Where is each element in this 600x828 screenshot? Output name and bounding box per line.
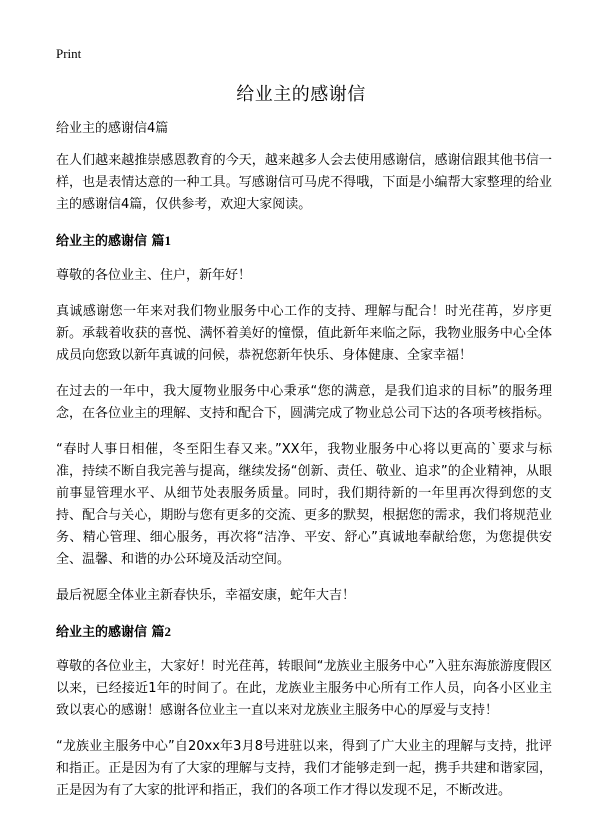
section-heading xyxy=(56,230,552,253)
paragraph: 尊敬的各位业主、住户，新年好！ xyxy=(56,268,252,283)
article-subtitle: 给业主的感谢信4篇 xyxy=(56,121,169,136)
section-heading-number: 2 xyxy=(164,624,172,639)
page-title: 给业主的感谢信 xyxy=(236,84,366,105)
article-body xyxy=(56,118,552,816)
section-2 xyxy=(56,621,552,802)
paragraph: 尊敬的各位业主，大家好！时光荏苒，转眼间“龙族业主服务中心”入驻东海旅游度假区以来，已经接近1年的时间了。在此，龙族业主服务中心所有工作人员，向各小区业主致以衷心的感谢！感谢各位业主一直以来对龙族业主服务中心的厚爱与支持！ xyxy=(56,659,552,718)
paragraph: “龙族业主服务中心”自20xx年3月8号进驻以来，得到了广大业主的理解与支持，批评和指正。正是因为有了大家的理解与支持，我们才能够走到一起，携手共建和谐家园，正是因为有了大家的批评和指正，我们的各项工作才得以发现不足，不断改进。 xyxy=(56,739,552,798)
section-heading-text: 给业主的感谢信 篇 xyxy=(56,625,165,640)
paragraph: 在过去的一年中，我大厦物业服务中心秉承“您的满意，是我们追求的目标”的服务理念，在各位业主的理解、支持和配合下，圆满完成了物业总公司下达的各项考核指标。 xyxy=(56,384,552,421)
section-1 xyxy=(56,230,552,607)
section-heading xyxy=(56,621,552,644)
paragraph: 最后祝愿全体业主新春快乐，幸福安康，蛇年大吉！ xyxy=(56,588,356,603)
paragraph: “春时人事日相催，冬至阳生春又来。”XX年，我物业服务中心将以更高的`要求与标准，持续不断自我完善与提高，继续发扬“创新、责任、敬业、追求”的企业精神，从眼前事显管理水平、从细节处表服务质量。同时，我们期待新的一年里再次得到您的支持、配合与关心，期盼与您有更多的交流、更多的默契，根据您的需求，我们将规范业务、精心管理、细心服务，再次将“洁净、平安、舒心”真诚地奉献给您，为您提供安全、温馨、和谐的办公环境及活动空间。 xyxy=(56,442,552,567)
intro-paragraph: 在人们越来越推崇感恩教育的今天，越来越多人会去使用感谢信，感谢信跟其他书信一样，也是表情达意的一种工具。写感谢信可马虎不得哦，下面是小编帮大家整理的给业主的感谢信4篇，仅供参考，欢迎大家阅读。 xyxy=(56,153,552,212)
section-heading-number: 1 xyxy=(164,233,172,248)
paragraph: 真诚感谢您一年来对我们物业服务中心工作的支持、理解与配合！时光荏苒，岁序更新。承载着收获的喜悦、满怀着美好的憧憬，值此新年来临之际，我物业服务中心全体成员向您致以新年真诚的问候，恭祝您新年快乐、身体健康、全家幸福！ xyxy=(56,304,552,363)
section-heading-text: 给业主的感谢信 篇 xyxy=(56,234,165,249)
print-link[interactable]: Print xyxy=(56,46,82,61)
